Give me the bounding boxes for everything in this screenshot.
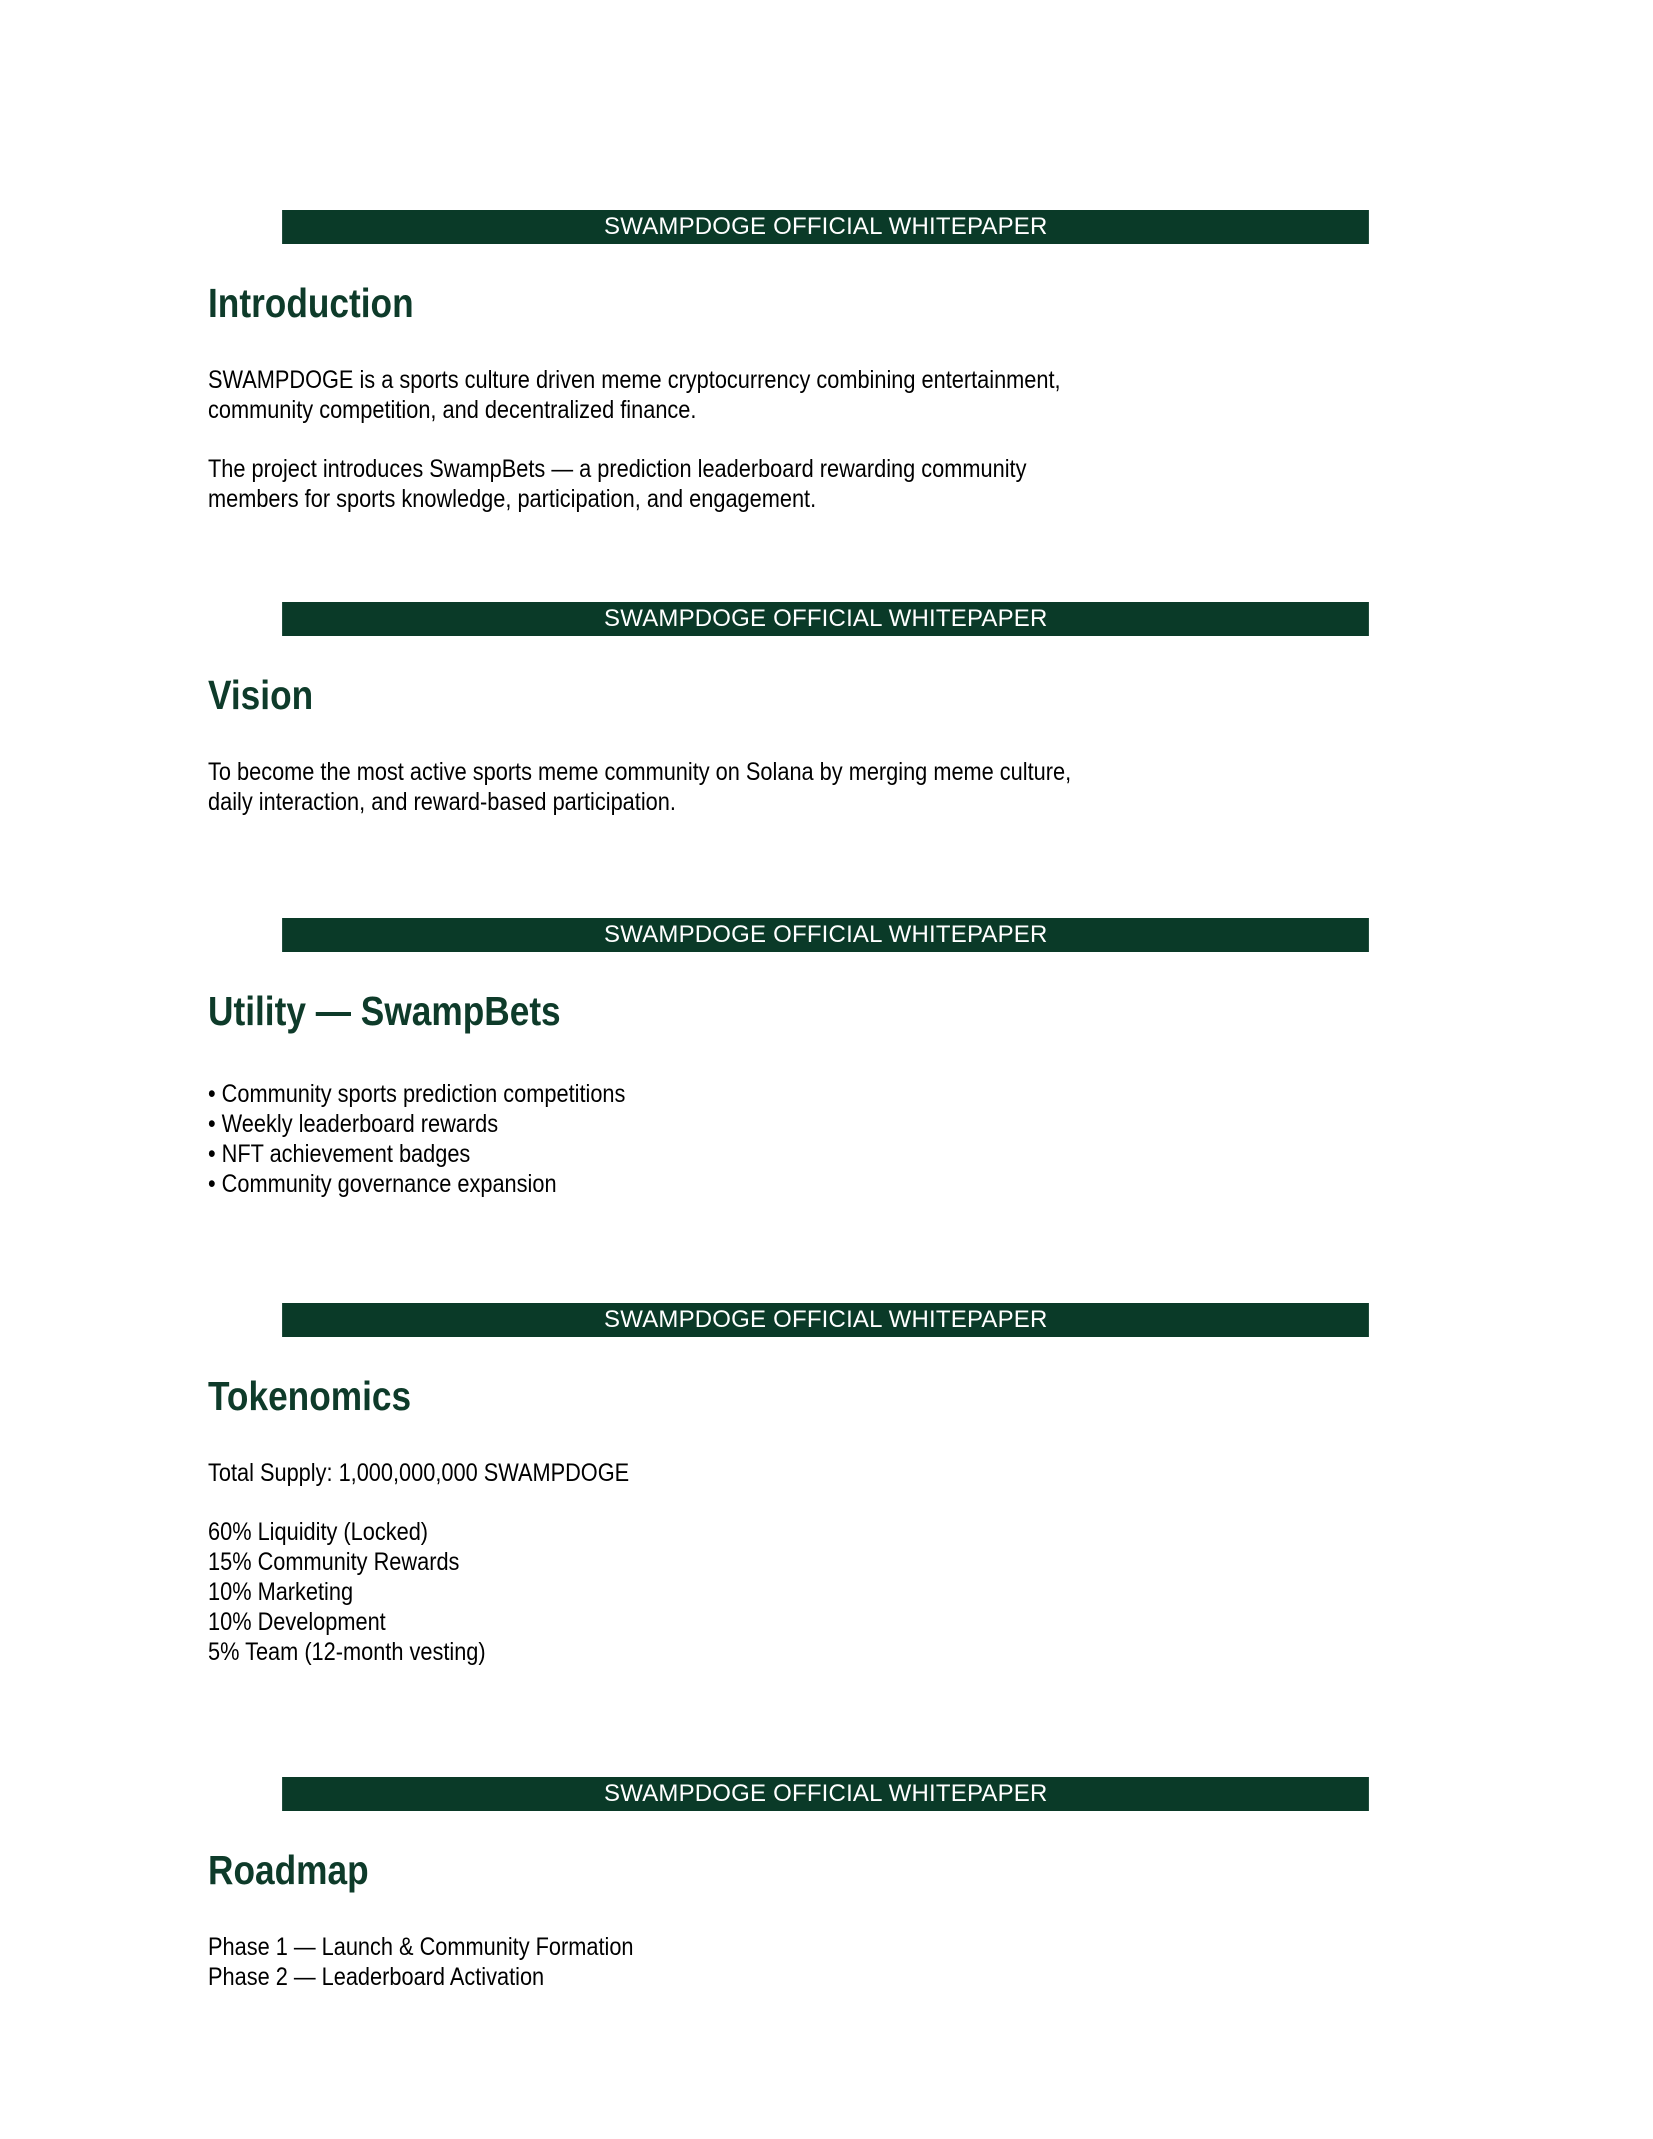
paragraph-vision-1 bbox=[208, 757, 1443, 817]
section-banner-roadmap bbox=[282, 1777, 1369, 1811]
section-vision bbox=[208, 602, 1443, 817]
list-item: 60% Liquidity (Locked) bbox=[208, 1518, 429, 1546]
page-title-roadmap: Roadmap bbox=[208, 1847, 369, 1893]
heading-wrap-roadmap bbox=[208, 1848, 1443, 1894]
heading-wrap-tokenomics bbox=[208, 1374, 1443, 1420]
page-title-tokenomics: Tokenomics bbox=[208, 1373, 412, 1419]
paragraph-line: community competition, and decentralized finance. bbox=[208, 396, 697, 424]
list-item: • Community governance expansion bbox=[208, 1170, 557, 1198]
paragraph-line: To become the most active sports meme community on Solana by merging meme culture, bbox=[208, 758, 1072, 786]
total-supply-line: Total Supply: 1,000,000,000 SWAMPDOGE bbox=[208, 1459, 630, 1487]
banner-label: SWAMPDOGE OFFICIAL WHITEPAPER bbox=[603, 1306, 1048, 1333]
section-gap bbox=[208, 514, 1443, 602]
list-item: 15% Community Rewards bbox=[208, 1548, 460, 1576]
banner-label: SWAMPDOGE OFFICIAL WHITEPAPER bbox=[603, 1780, 1048, 1807]
section-roadmap bbox=[208, 1777, 1443, 1992]
banner-label: SWAMPDOGE OFFICIAL WHITEPAPER bbox=[603, 213, 1048, 240]
section-introduction bbox=[208, 210, 1443, 514]
heading-wrap-introduction bbox=[208, 281, 1443, 327]
section-gap bbox=[208, 1667, 1443, 1777]
list-item: • Community sports prediction competitions bbox=[208, 1080, 626, 1108]
list-item: 5% Team (12-month vesting) bbox=[208, 1638, 486, 1666]
paragraph-line: The project introduces SwampBets — a prediction leaderboard rewarding community bbox=[208, 455, 1027, 483]
section-gap bbox=[208, 1199, 1443, 1303]
section-gap bbox=[208, 817, 1443, 918]
paragraph-introduction-1 bbox=[208, 365, 1443, 425]
paragraph-introduction-2 bbox=[208, 454, 1443, 514]
section-tokenomics bbox=[208, 1303, 1443, 1667]
section-banner-tokenomics bbox=[282, 1303, 1369, 1337]
heading-wrap-vision bbox=[208, 673, 1443, 719]
roadmap-phase-list bbox=[208, 1932, 1443, 1992]
heading-wrap-utility bbox=[208, 989, 1443, 1035]
banner-label: SWAMPDOGE OFFICIAL WHITEPAPER bbox=[603, 605, 1048, 632]
tokenomics-distribution-list bbox=[208, 1517, 1443, 1667]
paragraph-line: daily interaction, and reward-based participation. bbox=[208, 788, 676, 816]
page-title-utility: Utility — SwampBets bbox=[208, 988, 561, 1034]
list-item: • Weekly leaderboard rewards bbox=[208, 1110, 499, 1138]
list-item: 10% Development bbox=[208, 1608, 386, 1636]
paragraph-line: SWAMPDOGE is a sports culture driven meme cryptocurrency combining entertainment, bbox=[208, 366, 1061, 394]
list-item: Phase 1 — Launch & Community Formation bbox=[208, 1933, 634, 1961]
section-banner-vision bbox=[282, 602, 1369, 636]
section-banner-introduction bbox=[282, 210, 1369, 244]
banner-label: SWAMPDOGE OFFICIAL WHITEPAPER bbox=[603, 921, 1048, 948]
paragraph-line: members for sports knowledge, participation, and engagement. bbox=[208, 485, 817, 513]
tokenomics-total-supply bbox=[208, 1458, 1443, 1488]
list-item: 10% Marketing bbox=[208, 1578, 354, 1606]
page-title-vision: Vision bbox=[208, 672, 314, 718]
page-title-introduction: Introduction bbox=[208, 280, 414, 326]
utility-bullet-list bbox=[208, 1079, 1443, 1199]
section-banner-utility bbox=[282, 918, 1369, 952]
list-item: Phase 2 — Leaderboard Activation bbox=[208, 1963, 545, 1991]
section-utility bbox=[208, 918, 1443, 1199]
list-item: • NFT achievement badges bbox=[208, 1140, 471, 1168]
